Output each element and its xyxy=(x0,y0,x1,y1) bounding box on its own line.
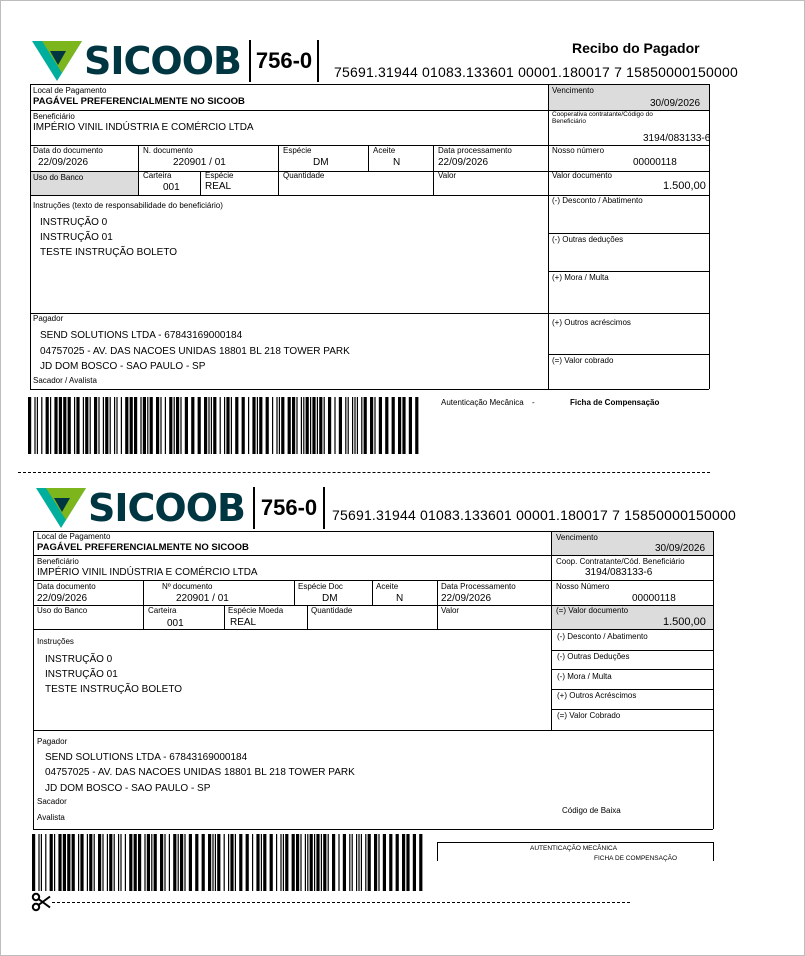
cut-line xyxy=(18,472,710,473)
label-pagador: Pagador xyxy=(37,737,68,746)
sicoob-logo xyxy=(32,39,241,83)
scissors-icon xyxy=(31,892,51,912)
sicoob-logo xyxy=(36,486,245,530)
label-vencimento: Vencimento xyxy=(556,533,598,542)
label-valor: Valor xyxy=(438,171,457,180)
label-ficha-compensacao: Ficha de Compensação xyxy=(570,398,660,407)
label-nosso-numero: Nosso Número xyxy=(556,582,610,591)
label-especie-moeda: Espécie Moeda xyxy=(228,606,284,615)
value-n-documento: 220901 / 01 xyxy=(173,157,226,168)
value-carteira: 001 xyxy=(167,618,184,629)
value-instrucao-3: TESTE INSTRUÇÃO BOLETO xyxy=(45,684,183,695)
value-local-pagamento: PAGÁVEL PREFERENCIALMENTE NO SICOOB xyxy=(33,96,245,107)
label-valor-documento: Valor documento xyxy=(552,171,612,180)
label-mora: (+) Mora / Multa xyxy=(552,273,609,282)
value-valor-documento: 1.500,00 xyxy=(663,180,706,192)
label-nosso-numero: Nosso número xyxy=(552,146,605,155)
label-quantidade: Quantidade xyxy=(311,606,353,615)
value-instrucao-2: INSTRUÇÃO 01 xyxy=(40,232,113,243)
value-pagador-2: 04757025 - AV. DAS NACOES UNIDAS 18801 BL 218 TOWER PARK xyxy=(45,767,355,778)
value-data-documento: 22/09/2026 xyxy=(37,593,88,604)
label-uso-banco: Uso do Banco xyxy=(37,606,88,615)
value-valor-documento: 1.500,00 xyxy=(663,616,706,628)
value-local-pagamento: PAGÁVEL PREFERENCIALMENTE NO SICOOB xyxy=(37,542,249,553)
label-vencimento: Vencimento xyxy=(552,86,594,95)
label-especie-doc: Espécie Doc xyxy=(298,582,343,591)
label-uso-banco: Uso do Banco xyxy=(33,173,84,182)
value-especie-moeda: REAL xyxy=(230,617,257,628)
value-pagador-3: JD DOM BOSCO - SAO PAULO - SP xyxy=(40,361,206,372)
value-data-documento: 22/09/2026 xyxy=(38,157,89,168)
value-aceite: N xyxy=(396,593,404,604)
label-valor-cobrado: (=) Valor cobrado xyxy=(552,356,614,365)
label-autenticacao-sep: - xyxy=(532,398,535,407)
value-especie: DM xyxy=(313,157,329,168)
label-especie-moeda: Espécie xyxy=(205,171,234,180)
value-pagador-3: JD DOM BOSCO - SAO PAULO - SP xyxy=(45,783,211,794)
label-outros-acrescimos: (+) Outros acréscimos xyxy=(552,318,631,327)
value-cooperativa: 3194/083133-6 xyxy=(585,567,653,578)
label-n-documento: Nº documento xyxy=(162,582,213,591)
barcode xyxy=(28,397,420,454)
label-outras-deducoes: (-) Outras deduções xyxy=(552,235,624,244)
sicoob-wordmark: SICOOB xyxy=(88,486,245,530)
value-instrucao-2: INSTRUÇÃO 01 xyxy=(45,669,118,680)
label-outras-deducoes: (-) Outras Deduções xyxy=(557,652,630,661)
sicoob-symbol-icon xyxy=(32,41,82,81)
label-cooperativa: Cooperativa contratante/Código do Beneficiário xyxy=(552,111,653,125)
value-beneficiario: IMPÉRIO VINIL INDÚSTRIA E COMÉRCIO LTDA xyxy=(37,567,258,578)
label-instrucoes: Instruções (texto de responsabilidade do beneficiário) xyxy=(33,201,223,210)
value-carteira: 001 xyxy=(163,182,180,193)
label-instrucoes: Instruções xyxy=(37,637,74,646)
label-valor-documento: (=) Valor documento xyxy=(556,606,629,615)
label-sacador-avalista: Sacador / Avalista xyxy=(33,376,97,385)
bank-code: 756-0 xyxy=(253,487,325,529)
label-quantidade: Quantidade xyxy=(283,171,325,180)
sicoob-wordmark: SICOOB xyxy=(84,39,241,83)
label-data-processamento: Data Processamento xyxy=(441,582,516,591)
label-valor: Valor xyxy=(441,606,460,615)
value-data-processamento: 22/09/2026 xyxy=(441,593,492,604)
label-beneficiario: Beneficiário xyxy=(33,112,75,121)
value-vencimento: 30/09/2026 xyxy=(655,543,706,554)
barcode xyxy=(32,834,424,891)
value-pagador-1: SEND SOLUTIONS LTDA - 67843169000184 xyxy=(45,752,248,763)
label-especie: Espécie xyxy=(283,146,312,155)
label-data-processamento: Data processamento xyxy=(438,146,512,155)
label-local-pagamento: Local de Pagamento xyxy=(33,86,107,95)
digitable-line: 75691.31944 01083.133601 00001.180017 7 15850000150000 xyxy=(332,507,736,523)
label-data-documento: Data documento xyxy=(37,582,96,591)
bank-code: 756-0 xyxy=(249,40,319,82)
value-instrucao-1: INSTRUÇÃO 0 xyxy=(45,654,113,665)
label-data-documento: Data do documento xyxy=(33,146,103,155)
label-n-documento: N. documento xyxy=(143,146,193,155)
value-nosso-numero: 00000118 xyxy=(632,593,676,604)
label-aceite: Aceite xyxy=(373,146,396,155)
label-local-pagamento: Local de Pagamento xyxy=(37,532,111,541)
label-avalista: Avalista xyxy=(37,813,65,822)
label-codigo-baixa: Código de Baixa xyxy=(562,806,621,815)
label-desconto: (-) Desconto / Abatimento xyxy=(557,632,648,641)
cut-line xyxy=(52,902,630,903)
value-cooperativa: 3194/083133-6 xyxy=(643,133,711,144)
label-outros-acrescimos: (+) Outros Acréscimos xyxy=(557,691,637,700)
label-ficha-compensacao: FICHA DE COMPENSAÇÃO xyxy=(594,855,678,862)
label-sacador: Sacador xyxy=(37,797,67,806)
label-desconto: (-) Desconto / Abatimento xyxy=(552,196,643,205)
value-instrucao-1: INSTRUÇÃO 0 xyxy=(40,217,108,228)
label-autenticacao: AUTENTICAÇÃO MECÂNICA xyxy=(530,845,618,852)
value-pagador-1: SEND SOLUTIONS LTDA - 67843169000184 xyxy=(40,330,243,341)
value-aceite: N xyxy=(393,157,401,168)
label-valor-cobrado: (=) Valor Cobrado xyxy=(557,711,621,720)
label-beneficiario: Beneficiário xyxy=(37,557,79,566)
label-pagador: Pagador xyxy=(33,314,64,323)
value-nosso-numero: 00000118 xyxy=(633,157,677,168)
value-beneficiario: IMPÉRIO VINIL INDÚSTRIA E COMÉRCIO LTDA xyxy=(33,122,254,133)
value-instrucao-3: TESTE INSTRUÇÃO BOLETO xyxy=(40,247,178,258)
value-data-processamento: 22/09/2026 xyxy=(438,157,489,168)
label-carteira: Carteira xyxy=(148,606,177,615)
value-n-documento: 220901 / 01 xyxy=(176,593,229,604)
digitable-line: 75691.31944 01083.133601 00001.180017 7 15850000150000 xyxy=(334,64,738,80)
value-especie-doc: DM xyxy=(322,593,338,604)
value-especie-moeda: REAL xyxy=(205,181,232,192)
label-mora: (-) Mora / Multa xyxy=(557,672,612,681)
sicoob-symbol-icon xyxy=(36,488,86,528)
receipt-title: Recibo do Pagador xyxy=(572,40,700,56)
label-autenticacao: Autenticação Mecânica xyxy=(441,398,524,407)
value-vencimento: 30/09/2026 xyxy=(650,98,701,109)
value-pagador-2: 04757025 - AV. DAS NACOES UNIDAS 18801 BL 218 TOWER PARK xyxy=(40,346,350,357)
label-aceite: Aceite xyxy=(376,582,399,591)
label-carteira: Carteira xyxy=(143,171,172,180)
label-cooperativa: Coop. Contratante/Cód. Beneficiário xyxy=(556,557,685,566)
